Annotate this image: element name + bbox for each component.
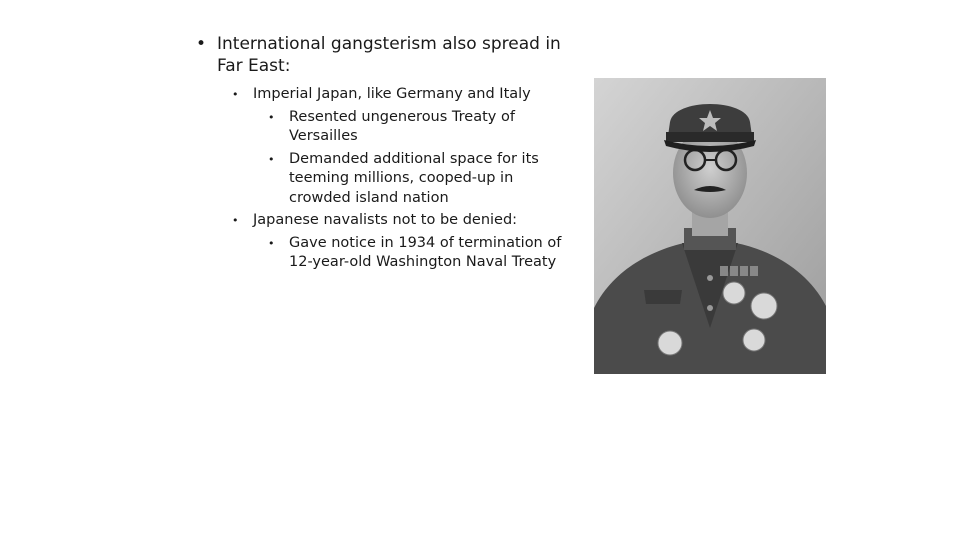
bullet-text: Imperial Japan, like Germany and Italy [253, 86, 531, 102]
bullet-list [196, 33, 566, 273]
bullet-text: Resented ungenerous Treaty of Versailles [289, 108, 515, 144]
portrait-photo [594, 78, 826, 374]
bullet-text: International gangsterism also spread in Far East: [217, 34, 561, 76]
bullet-text: Gave notice in 1934 of termination of 12-year-old Washington Naval Treaty [289, 234, 562, 270]
bullet-text: Japanese navalists not to be denied: [253, 212, 518, 228]
portrait-photo-icon [594, 78, 826, 374]
bullet-level1 [196, 33, 566, 77]
bullet-dot: • [268, 110, 275, 124]
bullet-dot: • [268, 152, 275, 166]
bullet-dot: • [268, 236, 275, 250]
bullet-level2 [232, 211, 566, 231]
bullet-dot: • [196, 34, 207, 54]
bullet-level3 [268, 150, 566, 209]
bullet-level3 [268, 234, 566, 273]
bullet-level2 [232, 85, 566, 105]
bullet-text: Demanded additional space for its teeming millions, cooped-up in crowded island nation [289, 150, 539, 206]
bullet-dot: • [232, 88, 239, 101]
bullet-dot: • [232, 214, 239, 227]
bullet-level3 [268, 108, 566, 147]
